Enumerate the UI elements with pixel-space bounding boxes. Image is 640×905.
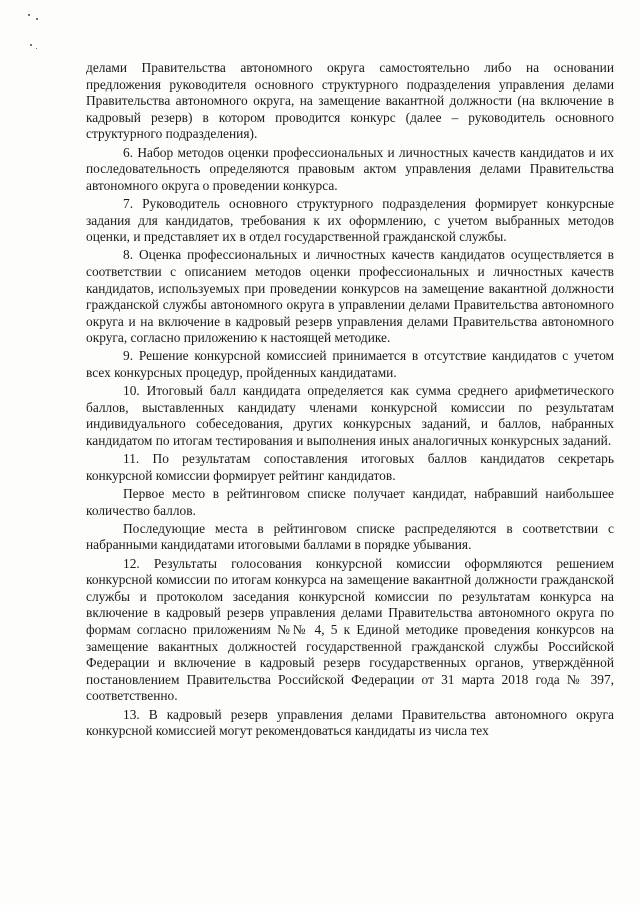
paragraph-intro: делами Правительства автономного округа самостоятельно либо на основании предложения руководителя основного структурного подразделения управления делами Правительства автономного округа, на замещение вакантной должности (на включение в кадровый резерв) в котором проводится конкурс (далее – руководитель основного структурного подразделения).: [86, 60, 614, 142]
paragraph-6: 6. Набор методов оценки профессиональных и личностных качеств кандидатов и их последовательность определяются правовым актом управления делами Правительства автономного округа о проведении конкурса.: [86, 144, 614, 193]
paragraph-11: 11. По результатам сопоставления итоговых баллов кандидатов секретарь конкурсной комиссии формирует рейтинг кандидатов.: [86, 451, 614, 483]
paragraph-7: 7. Руководитель основного структурного подразделения формирует конкурсные задания для кандидатов, требования к их оформлению, с учетом выбранных методов оценки, и представляет их в отдел государственной гражданской службы.: [86, 195, 614, 245]
scan-artifact: [36, 18, 38, 20]
scan-artifact: [36, 48, 37, 49]
paragraph-8: 8. Оценка профессиональных и личностных качеств кандидатов осуществляется в соответствии с описанием методов оценки профессиональных и личностных качеств кандидатов, используемых при проведении конкурсов на замещение вакантной должности гражданской службы автономного округа в управлении делами Правительства автономного округа и на включение в кадровый резерв управления делами Правительства автономного округа, согласно приложению к настоящей методике.: [86, 247, 614, 346]
paragraph-11-ranking: Последующие места в рейтинговом списке распределяются в соответствии с набранными кандидатами итоговыми баллами в порядке убывания.: [86, 520, 614, 553]
paragraph-9: 9. Решение конкурсной комиссией принимается в отсутствие кандидатов с учетом всех конкурсных процедур, пройденных кандидатами.: [86, 348, 614, 381]
paragraph-13: 13. В кадровый резерв управления делами Правительства автономного округа конкурсной комиссией могут рекомендоваться кандидаты из числа тех: [86, 706, 614, 739]
scan-artifact: [28, 14, 30, 16]
paragraph-11-first-place: Первое место в рейтинговом списке получает кандидат, набравший наибольшее количество баллов.: [86, 486, 614, 518]
scan-artifact: [30, 44, 32, 46]
document-body: [86, 60, 614, 741]
paragraph-10: 10. Итоговый балл кандидата определяется как сумма среднего арифметического баллов, выставленных кандидату членами конкурсной комиссии по результатам индивидуального собеседования, других конкурсных заданий, и баллов, набранных кандидатом по итогам тестирования и выполнения иных аналогичных конкурсных заданий.: [86, 383, 614, 449]
paragraph-12: 12. Результаты голосования конкурсной комиссии оформляются решением конкурсной комиссии по итогам конкурса на замещение вакантной должности гражданской службы и протоколом заседания конкурсной комиссии по результатам конкурса на включение в кадровый резерв управления делами Правительства автономного округа по формам согласно приложениям №№ 4, 5 к Единой методике проведения конкурсов на замещение вакантных должностей государственной гражданской службы Российской Федерации и включение в кадровый резерв государственных органов, утверждённой постановлением Правительства Российской Федерации от 31 марта 2018 года № 397, соответственно.: [86, 555, 614, 704]
